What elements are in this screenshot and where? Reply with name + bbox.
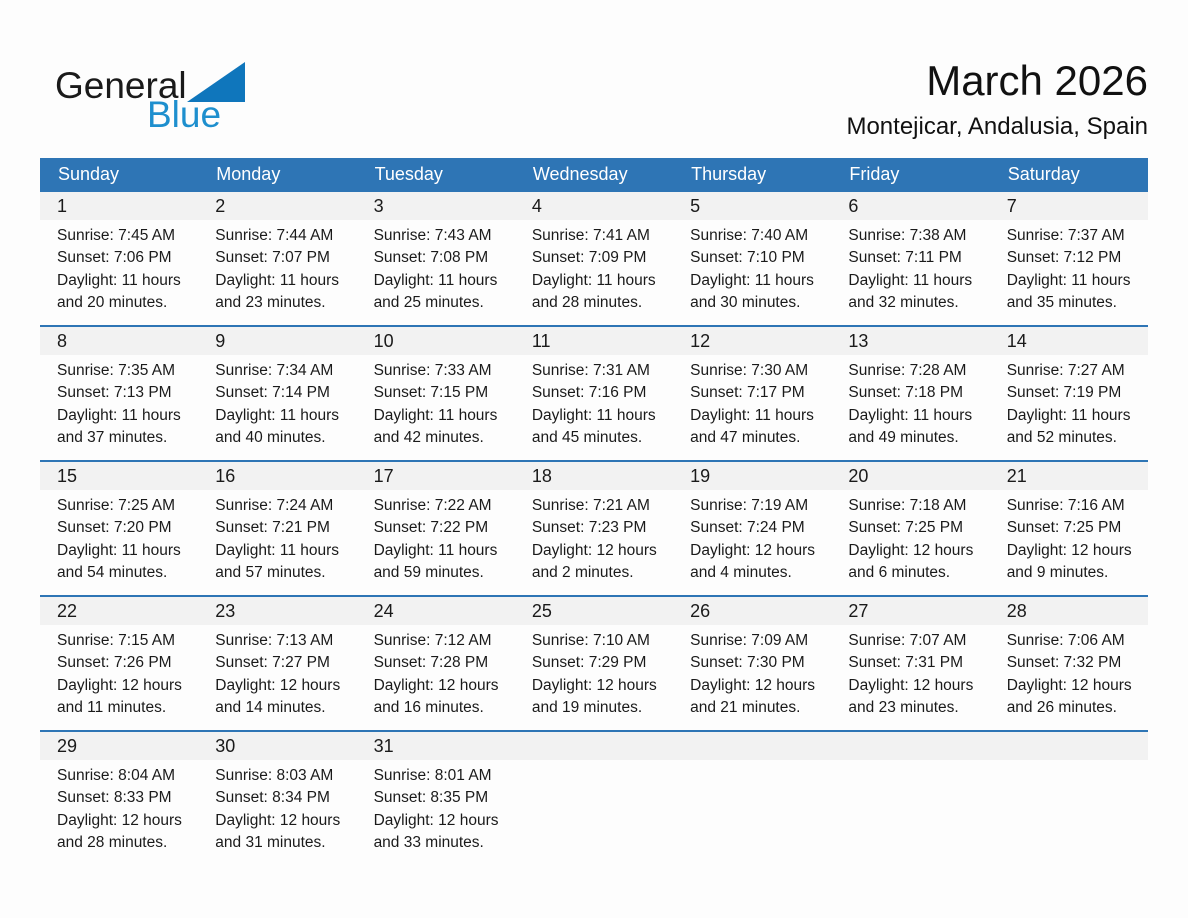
day-number: 29 xyxy=(57,736,78,756)
sunrise-text: Sunrise: 7:27 AM xyxy=(1006,362,1125,379)
daylight-minutes-text: and 49 minutes. xyxy=(848,429,959,447)
day-number: 28 xyxy=(1006,601,1027,621)
sunset-text: Sunset: 7:24 PM xyxy=(690,519,805,537)
day-number: 7 xyxy=(1006,196,1017,216)
day-cell xyxy=(990,625,1148,730)
day-cell xyxy=(673,355,831,460)
daylight-minutes-text: and 57 minutes. xyxy=(215,564,326,582)
sunset-text: Sunset: 7:21 PM xyxy=(215,519,330,537)
day-number: 15 xyxy=(57,466,78,486)
sunset-text: Sunset: 7:09 PM xyxy=(531,249,647,267)
sunrise-text: Sunrise: 7:25 AM xyxy=(57,497,176,514)
daylight-minutes-text: and 32 minutes. xyxy=(848,294,959,312)
sunrise-text: Sunrise: 8:01 AM xyxy=(373,767,492,784)
day-cell-empty xyxy=(515,760,673,865)
day-cell xyxy=(990,220,1148,325)
week-row-5 xyxy=(40,730,1148,865)
day-cell xyxy=(831,625,989,730)
day-number-empty xyxy=(515,732,673,760)
day-number-band xyxy=(40,192,1148,220)
sunrise-text: Sunrise: 7:06 AM xyxy=(1006,632,1125,649)
sunset-text: Sunset: 7:28 PM xyxy=(373,654,489,672)
day-cell xyxy=(40,625,198,730)
day-number: 20 xyxy=(848,466,869,486)
daylight-minutes-text: and 47 minutes. xyxy=(690,429,801,447)
sunrise-text: Sunrise: 7:15 AM xyxy=(57,632,176,649)
day-number: 17 xyxy=(373,466,394,486)
day-cell xyxy=(198,490,356,595)
week-row-2 xyxy=(40,325,1148,460)
day-cell xyxy=(357,220,515,325)
weekday-header-sunday: Sunday xyxy=(58,164,120,184)
weekday-header-saturday: Saturday xyxy=(1007,164,1080,184)
sunrise-text: Sunrise: 7:12 AM xyxy=(373,632,492,649)
sunrise-text: Sunrise: 7:09 AM xyxy=(690,632,809,649)
sunset-text: Sunset: 7:11 PM xyxy=(848,249,962,267)
day-cell xyxy=(198,220,356,325)
day-number: 5 xyxy=(690,196,701,216)
day-body-row xyxy=(40,625,1148,730)
day-cell xyxy=(515,220,673,325)
day-number: 6 xyxy=(848,196,859,216)
sunrise-text: Sunrise: 7:10 AM xyxy=(531,632,650,649)
title-block xyxy=(846,57,1148,142)
daylight-text: Daylight: 11 hours xyxy=(531,271,656,289)
daylight-text: Daylight: 12 hours xyxy=(373,676,499,694)
day-number: 31 xyxy=(373,736,394,756)
week-row-4 xyxy=(40,595,1148,730)
sunrise-text: Sunrise: 7:24 AM xyxy=(215,497,334,514)
daylight-text: Daylight: 12 hours xyxy=(531,676,657,694)
sunrise-text: Sunrise: 8:04 AM xyxy=(57,767,176,784)
daylight-text: Daylight: 11 hours xyxy=(690,406,814,424)
sunrise-text: Sunrise: 7:07 AM xyxy=(848,632,967,649)
daylight-text: Daylight: 11 hours xyxy=(215,271,340,289)
daylight-minutes-text: and 28 minutes. xyxy=(531,294,643,312)
day-number: 10 xyxy=(373,331,394,351)
day-number: 14 xyxy=(1006,331,1027,351)
daylight-text: Daylight: 11 hours xyxy=(848,406,973,424)
logo-text-general: General xyxy=(55,65,187,106)
day-number: 12 xyxy=(690,331,711,351)
day-cell xyxy=(198,625,356,730)
daylight-minutes-text: and 23 minutes. xyxy=(215,294,326,312)
daylight-minutes-text: and 2 minutes. xyxy=(531,564,634,582)
weekday-header-wednesday: Wednesday xyxy=(532,164,628,184)
daylight-minutes-text: and 19 minutes. xyxy=(531,699,643,717)
day-number-empty xyxy=(673,732,831,760)
daylight-text: Daylight: 11 hours xyxy=(373,271,498,289)
weekday-header-friday: Friday xyxy=(849,164,900,184)
day-number: 23 xyxy=(215,601,236,621)
daylight-text: Daylight: 12 hours xyxy=(531,541,657,559)
location-subtitle: Montejicar, Andalusia, Spain xyxy=(846,113,1148,140)
day-number: 1 xyxy=(57,196,68,216)
day-cell xyxy=(40,355,198,460)
sunset-text: Sunset: 8:33 PM xyxy=(57,789,172,807)
daylight-minutes-text: and 9 minutes. xyxy=(1006,564,1109,582)
day-number: 3 xyxy=(373,196,384,216)
day-cell xyxy=(990,490,1148,595)
sunset-text: Sunset: 7:19 PM xyxy=(1006,384,1122,402)
day-cell xyxy=(40,220,198,325)
day-number-band xyxy=(40,327,1148,355)
daylight-minutes-text: and 35 minutes. xyxy=(1006,294,1117,312)
day-cell-empty xyxy=(990,760,1148,865)
day-cell-empty xyxy=(831,760,989,865)
sunset-text: Sunset: 7:32 PM xyxy=(1006,654,1122,672)
day-cell xyxy=(515,490,673,595)
day-number: 26 xyxy=(690,601,711,621)
sunrise-text: Sunrise: 7:43 AM xyxy=(373,227,492,244)
sunset-text: Sunset: 7:13 PM xyxy=(57,384,172,402)
daylight-minutes-text: and 33 minutes. xyxy=(373,834,484,852)
sunset-text: Sunset: 8:35 PM xyxy=(373,789,489,807)
sunset-text: Sunset: 7:25 PM xyxy=(1006,519,1122,537)
daylight-minutes-text: and 30 minutes. xyxy=(690,294,801,312)
daylight-text: Daylight: 12 hours xyxy=(690,541,816,559)
sunset-text: Sunset: 7:31 PM xyxy=(848,654,963,672)
week-row-1 xyxy=(40,190,1148,325)
sunset-text: Sunset: 7:22 PM xyxy=(373,519,489,537)
sunset-text: Sunset: 7:07 PM xyxy=(215,249,330,267)
sunrise-text: Sunrise: 7:33 AM xyxy=(373,362,492,379)
day-number: 9 xyxy=(215,331,226,351)
sunrise-text: Sunrise: 7:22 AM xyxy=(373,497,492,514)
sunset-text: Sunset: 7:10 PM xyxy=(690,249,805,267)
sunrise-text: Sunrise: 7:45 AM xyxy=(57,227,176,244)
sunset-text: Sunset: 7:17 PM xyxy=(690,384,805,402)
day-number: 4 xyxy=(531,196,542,216)
day-number: 11 xyxy=(531,331,551,351)
weekday-header-monday: Monday xyxy=(216,164,281,184)
sunrise-text: Sunrise: 7:16 AM xyxy=(1006,497,1125,514)
day-number-band xyxy=(40,462,1148,490)
day-cell xyxy=(357,625,515,730)
daylight-text: Daylight: 11 hours xyxy=(373,541,498,559)
day-cell xyxy=(673,625,831,730)
sunset-text: Sunset: 7:16 PM xyxy=(531,384,647,402)
day-number-band xyxy=(40,732,1148,760)
daylight-text: Daylight: 12 hours xyxy=(1006,676,1132,694)
day-cell xyxy=(40,490,198,595)
day-number-empty xyxy=(990,732,1148,760)
sunrise-text: Sunrise: 7:37 AM xyxy=(1006,227,1125,244)
logo-text-blue: Blue xyxy=(147,94,222,135)
daylight-text: Daylight: 12 hours xyxy=(215,811,341,829)
daylight-text: Daylight: 12 hours xyxy=(215,676,341,694)
daylight-text: Daylight: 11 hours xyxy=(1006,406,1131,424)
sunset-text: Sunset: 7:20 PM xyxy=(57,519,172,537)
sunset-text: Sunset: 7:23 PM xyxy=(531,519,647,537)
daylight-text: Daylight: 12 hours xyxy=(848,676,974,694)
day-cell xyxy=(198,355,356,460)
sunrise-text: Sunrise: 7:18 AM xyxy=(848,497,967,514)
day-number: 8 xyxy=(57,331,68,351)
month-title: March 2026 xyxy=(926,57,1148,104)
day-number: 27 xyxy=(848,601,869,621)
sunrise-text: Sunrise: 7:19 AM xyxy=(690,497,809,514)
daylight-text: Daylight: 11 hours xyxy=(215,406,340,424)
sunrise-text: Sunrise: 7:28 AM xyxy=(848,362,967,379)
sunset-text: Sunset: 7:15 PM xyxy=(373,384,489,402)
day-cell xyxy=(673,490,831,595)
daylight-text: Daylight: 12 hours xyxy=(57,676,182,694)
daylight-text: Daylight: 11 hours xyxy=(531,406,656,424)
daylight-text: Daylight: 12 hours xyxy=(373,811,499,829)
sunset-text: Sunset: 7:08 PM xyxy=(373,249,489,267)
sunrise-text: Sunrise: 7:38 AM xyxy=(848,227,967,244)
daylight-text: Daylight: 11 hours xyxy=(57,541,181,559)
daylight-minutes-text: and 31 minutes. xyxy=(215,834,326,852)
day-number: 25 xyxy=(531,601,552,621)
sunrise-text: Sunrise: 7:21 AM xyxy=(531,497,650,514)
day-cell xyxy=(831,490,989,595)
day-number: 16 xyxy=(215,466,236,486)
daylight-text: Daylight: 11 hours xyxy=(57,271,181,289)
daylight-minutes-text: and 14 minutes. xyxy=(215,699,326,717)
daylight-text: Daylight: 11 hours xyxy=(215,541,340,559)
sunset-text: Sunset: 7:26 PM xyxy=(57,654,172,672)
sunrise-text: Sunrise: 7:31 AM xyxy=(531,362,650,379)
daylight-text: Daylight: 11 hours xyxy=(57,406,181,424)
daylight-text: Daylight: 11 hours xyxy=(690,271,814,289)
daylight-text: Daylight: 12 hours xyxy=(1006,541,1132,559)
daylight-text: Daylight: 12 hours xyxy=(848,541,974,559)
sunrise-text: Sunrise: 7:34 AM xyxy=(215,362,334,379)
day-cell xyxy=(357,355,515,460)
day-cell xyxy=(357,760,515,865)
weekday-header-tuesday: Tuesday xyxy=(374,164,443,184)
daylight-minutes-text: and 4 minutes. xyxy=(690,564,792,582)
day-number: 13 xyxy=(848,331,869,351)
day-body-row xyxy=(40,355,1148,460)
weekday-header-thursday: Thursday xyxy=(691,164,767,184)
day-body-row xyxy=(40,760,1148,865)
day-number: 22 xyxy=(57,601,78,621)
sunset-text: Sunset: 7:06 PM xyxy=(57,249,172,267)
day-body-row xyxy=(40,490,1148,595)
daylight-text: Daylight: 12 hours xyxy=(57,811,182,829)
sunset-text: Sunset: 7:29 PM xyxy=(531,654,647,672)
sunset-text: Sunset: 7:12 PM xyxy=(1006,249,1122,267)
sunset-text: Sunset: 7:18 PM xyxy=(848,384,963,402)
day-cell xyxy=(198,760,356,865)
sunrise-text: Sunrise: 7:13 AM xyxy=(215,632,334,649)
daylight-minutes-text: and 45 minutes. xyxy=(531,429,643,447)
day-number: 30 xyxy=(215,736,236,756)
daylight-minutes-text: and 28 minutes. xyxy=(57,834,168,852)
daylight-minutes-text: and 11 minutes. xyxy=(57,699,167,717)
daylight-minutes-text: and 54 minutes. xyxy=(57,564,168,582)
daylight-minutes-text: and 23 minutes. xyxy=(848,699,959,717)
daylight-minutes-text: and 16 minutes. xyxy=(373,699,484,717)
sunset-text: Sunset: 7:14 PM xyxy=(215,384,330,402)
day-number: 2 xyxy=(215,196,226,216)
day-cell-empty xyxy=(673,760,831,865)
day-body-row xyxy=(40,220,1148,325)
day-cell xyxy=(515,355,673,460)
day-cell xyxy=(831,220,989,325)
day-number: 18 xyxy=(531,466,552,486)
day-number-band xyxy=(40,597,1148,625)
sunset-text: Sunset: 7:30 PM xyxy=(690,654,805,672)
weeks-container xyxy=(40,190,1148,865)
daylight-text: Daylight: 11 hours xyxy=(373,406,498,424)
sunrise-text: Sunrise: 7:35 AM xyxy=(57,362,176,379)
daylight-minutes-text: and 37 minutes. xyxy=(57,429,168,447)
sunrise-text: Sunrise: 7:40 AM xyxy=(690,227,809,244)
week-row-3 xyxy=(40,460,1148,595)
daylight-text: Daylight: 11 hours xyxy=(1006,271,1131,289)
day-number: 21 xyxy=(1006,466,1027,486)
daylight-minutes-text: and 25 minutes. xyxy=(373,294,484,312)
calendar-table xyxy=(40,158,1148,865)
sunrise-text: Sunrise: 7:30 AM xyxy=(690,362,809,379)
day-cell xyxy=(673,220,831,325)
weekday-header-row xyxy=(40,158,1148,190)
general-blue-logo xyxy=(55,62,245,133)
sunrise-text: Sunrise: 7:44 AM xyxy=(215,227,334,244)
day-cell xyxy=(831,355,989,460)
sunset-text: Sunset: 7:25 PM xyxy=(848,519,963,537)
day-cell xyxy=(357,490,515,595)
daylight-minutes-text: and 42 minutes. xyxy=(373,429,484,447)
daylight-text: Daylight: 11 hours xyxy=(848,271,973,289)
day-cell xyxy=(40,760,198,865)
day-number-empty xyxy=(831,732,989,760)
day-number: 24 xyxy=(373,601,394,621)
sunrise-text: Sunrise: 8:03 AM xyxy=(215,767,334,784)
day-cell xyxy=(515,625,673,730)
daylight-minutes-text: and 20 minutes. xyxy=(57,294,168,312)
day-cell xyxy=(990,355,1148,460)
daylight-text: Daylight: 12 hours xyxy=(690,676,816,694)
sunset-text: Sunset: 8:34 PM xyxy=(215,789,330,807)
daylight-minutes-text: and 21 minutes. xyxy=(690,699,801,717)
daylight-minutes-text: and 6 minutes. xyxy=(848,564,951,582)
daylight-minutes-text: and 59 minutes. xyxy=(373,564,484,582)
daylight-minutes-text: and 26 minutes. xyxy=(1006,699,1117,717)
daylight-minutes-text: and 52 minutes. xyxy=(1006,429,1117,447)
day-number: 19 xyxy=(690,466,711,486)
daylight-minutes-text: and 40 minutes. xyxy=(215,429,326,447)
sunset-text: Sunset: 7:27 PM xyxy=(215,654,330,672)
sunrise-text: Sunrise: 7:41 AM xyxy=(531,227,650,244)
